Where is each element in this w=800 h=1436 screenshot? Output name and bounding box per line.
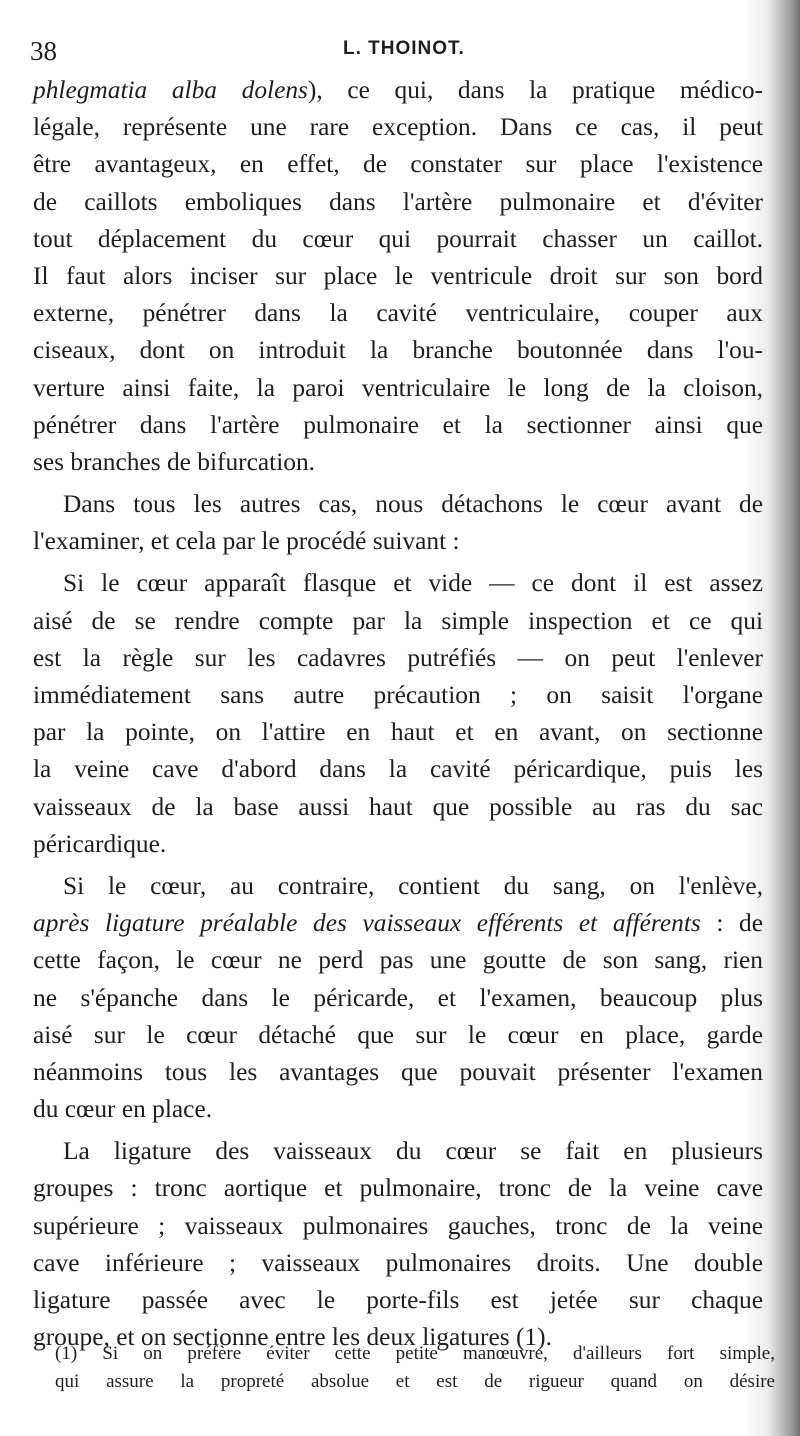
text-segment: aisé de se rendre compte par la simple inspection et ce qui (33, 606, 763, 635)
text-segment: ses branches de bifurcation. (33, 447, 316, 476)
paragraph (33, 486, 763, 560)
text-line (33, 942, 763, 979)
text-segment: cette façon, le cœur ne perd pas une goutte de son sang, rien (33, 946, 763, 975)
text-line (33, 444, 763, 481)
text-segment: du cœur en place. (33, 1095, 213, 1124)
text-line (33, 905, 763, 942)
text-line (33, 751, 763, 788)
text-line (33, 523, 763, 560)
text-segment: l'examiner, et cela par le procédé suivant : (33, 527, 460, 556)
text-line (33, 640, 763, 677)
italic-text: phlegmatia alba dolens (33, 76, 308, 104)
text-segment: : de (700, 909, 763, 938)
text-line (33, 1017, 763, 1054)
italic-text: après ligature préalable des vaisseaux efférents et afférents (33, 909, 701, 938)
text-segment: tout déplacement du cœur qui pourrait chasser un caillot. (33, 224, 763, 253)
text-segment: Si le cœur, au contraire, contient du sang, on l'enlève, (63, 871, 763, 900)
text-segment: est la règle sur les cadavres putréfiés — on peut l'enlever (33, 643, 763, 672)
text-line (33, 1054, 763, 1091)
footnote-line: (1) Si on préfère éviter cette petite manœuvre, d'ailleurs fort simple, (55, 1343, 775, 1364)
text-line (33, 1091, 763, 1128)
paragraph (33, 72, 763, 481)
text-segment: de caillots emboliques dans l'artère pulmonaire et d'éviter (33, 187, 763, 216)
text-segment: par la pointe, on l'attire en haut et en avant, on sectionne (33, 718, 763, 747)
text-segment: aisé sur le cœur détaché que sur le cœur en place, garde (33, 1020, 763, 1049)
text-line (33, 332, 763, 369)
text-line (33, 1133, 763, 1170)
text-line (33, 295, 763, 332)
text-segment: groupe, et on sectionne entre les deux ligatures (1). (33, 1323, 552, 1352)
paragraph (33, 565, 763, 863)
text-line (33, 370, 763, 407)
text-line (33, 1282, 763, 1319)
text-segment: La ligature des vaisseaux du cœur se fait en plusieurs (63, 1137, 763, 1166)
text-segment: Dans tous les autres cas, nous détachons le cœur avant de (63, 490, 763, 519)
text-line (33, 1245, 763, 1282)
footnote (55, 1340, 775, 1396)
body-text (33, 72, 763, 1356)
page-number: 38 (30, 36, 57, 66)
text-segment: légale, représente une rare exception. Dans ce cas, il peut (33, 113, 763, 142)
text-line (33, 677, 763, 714)
paragraph (33, 1133, 763, 1356)
text-segment: verture ainsi faite, la paroi ventriculaire le long de la cloison, (33, 373, 763, 402)
text-segment: Si le cœur apparaît flasque et vide — ce dont il est assez (63, 569, 763, 598)
text-segment: externe, pénétrer dans la cavité ventriculaire, couper aux (33, 299, 763, 328)
text-line (33, 109, 763, 146)
text-segment: cave inférieure ; vaisseaux pulmonaires droits. Une double (33, 1248, 763, 1277)
text-line (33, 221, 763, 258)
text-segment: la veine cave d'abord dans la cavité péricardique, puis les (33, 755, 763, 784)
text-segment: ciseaux, dont on introduit la branche boutonnée dans l'ou- (33, 336, 763, 365)
text-segment: vaisseaux de la base aussi haut que possible au ras du sac (33, 792, 763, 821)
text-line (33, 565, 763, 602)
text-segment: immédiatement sans autre précaution ; on saisit l'organe (33, 681, 763, 709)
text-line (33, 868, 763, 905)
text-line (33, 714, 763, 751)
text-segment: supérieure ; vaisseaux pulmonaires gauches, tronc de la veine (33, 1211, 763, 1240)
text-line (33, 407, 763, 444)
text-line (33, 1170, 763, 1207)
text-segment: ne s'épanche dans le péricarde, et l'examen, beaucoup plus (33, 983, 763, 1012)
paragraph (33, 868, 763, 1128)
running-head: L. THOINOT. (343, 38, 465, 59)
text-segment: ), ce qui, dans la pratique médico- (307, 76, 764, 104)
text-segment: être avantageux, en effet, de constater sur place l'existence (33, 150, 763, 179)
text-line (33, 184, 763, 221)
text-line (33, 258, 763, 295)
text-segment: groupes : tronc aortique et pulmonaire, tronc de la veine cave (33, 1174, 763, 1203)
text-line (33, 146, 763, 183)
text-segment: ligature passée avec le porte-fils est jetée sur chaque (33, 1286, 763, 1314)
text-line (33, 826, 763, 863)
text-line (33, 1208, 763, 1245)
text-line (33, 486, 763, 523)
text-line (33, 603, 763, 640)
text-segment: pénétrer dans l'artère pulmonaire et la sectionner ainsi que (33, 410, 763, 439)
footnote-line: qui assure la propreté absolue et est de rigueur quand on désire (55, 1371, 775, 1392)
page-header (30, 30, 770, 70)
text-segment: péricardique. (33, 829, 167, 858)
text-segment: néanmoins tous les avantages que pouvait présenter l'examen (33, 1057, 763, 1086)
text-line (33, 789, 763, 826)
text-line (33, 980, 763, 1017)
text-line (33, 72, 763, 109)
text-segment: Il faut alors inciser sur place le ventricule droit sur son bord (33, 261, 763, 290)
